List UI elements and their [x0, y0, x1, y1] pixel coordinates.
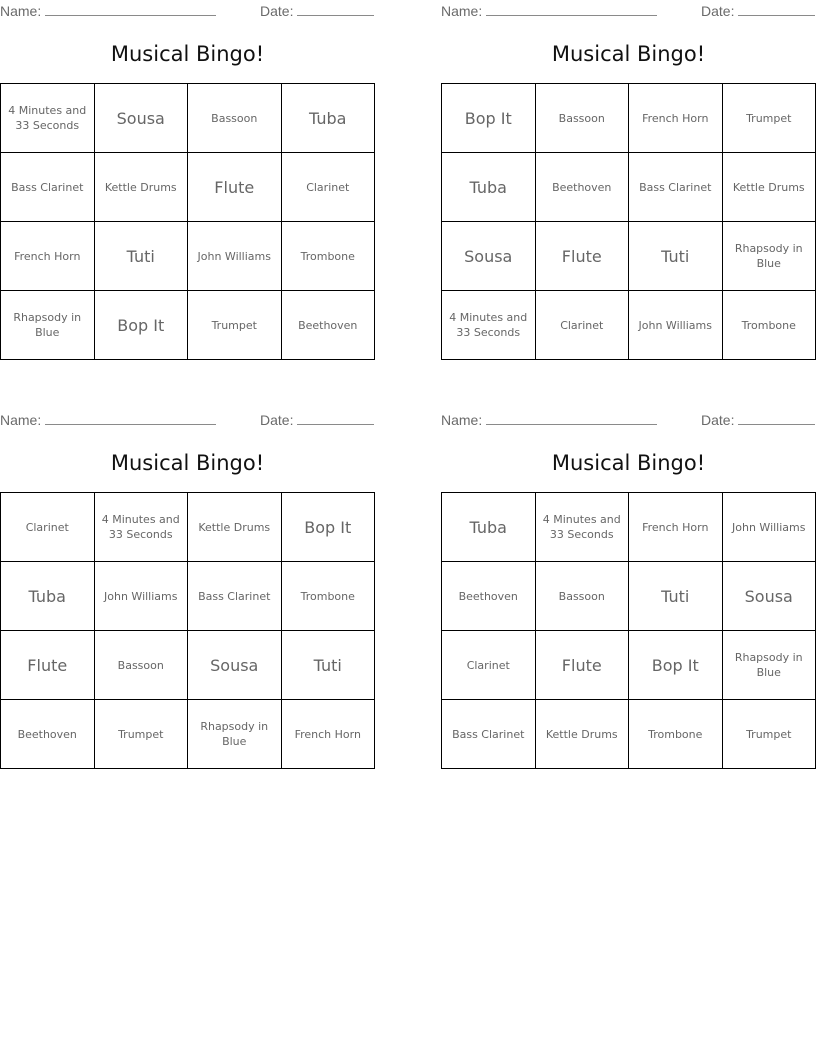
bingo-cell[interactable]: Bop It — [94, 291, 188, 360]
bingo-cell[interactable]: Clarinet — [535, 291, 629, 360]
bingo-row — [442, 493, 816, 562]
bingo-cell[interactable]: Rhapsody in Blue — [188, 700, 282, 769]
bingo-cell[interactable]: Clarinet — [1, 493, 95, 562]
bingo-grid — [441, 83, 816, 360]
date-field[interactable] — [260, 1, 374, 21]
bingo-cell[interactable]: Trombone — [281, 562, 375, 631]
bingo-cell[interactable]: Sousa — [722, 562, 816, 631]
card-header-fields — [441, 1, 816, 21]
bingo-cell[interactable]: Clarinet — [442, 631, 536, 700]
bingo-cell[interactable]: Tuba — [442, 153, 536, 222]
date-field[interactable] — [701, 410, 815, 430]
bingo-cell[interactable]: Trumpet — [188, 291, 282, 360]
bingo-cell[interactable]: John Williams — [722, 493, 816, 562]
bingo-cell[interactable]: 4 Minutes and 33 Seconds — [94, 493, 188, 562]
name-blank-line[interactable] — [45, 410, 216, 425]
date-field[interactable] — [260, 410, 374, 430]
bingo-cell[interactable]: Tuba — [281, 84, 375, 153]
bingo-row — [1, 291, 375, 360]
bingo-cell[interactable]: Kettle Drums — [188, 493, 282, 562]
bingo-cell[interactable]: Tuti — [281, 631, 375, 700]
name-blank-line[interactable] — [486, 1, 657, 16]
bingo-cell[interactable]: Beethoven — [281, 291, 375, 360]
bingo-grid — [0, 83, 375, 360]
bingo-cell[interactable]: Trumpet — [722, 700, 816, 769]
card-header-fields — [441, 410, 816, 430]
bingo-cell[interactable]: Bassoon — [188, 84, 282, 153]
bingo-cell[interactable]: Bop It — [629, 631, 723, 700]
bingo-row — [442, 291, 816, 360]
name-label: Name: — [441, 3, 483, 19]
bingo-cell[interactable]: John Williams — [629, 291, 723, 360]
date-label: Date: — [260, 3, 294, 19]
bingo-row — [442, 222, 816, 291]
bingo-row — [1, 562, 375, 631]
bingo-row — [442, 700, 816, 769]
bingo-cell[interactable]: Trombone — [629, 700, 723, 769]
bingo-cell[interactable]: Flute — [1, 631, 95, 700]
date-field[interactable] — [701, 1, 815, 21]
card-title: Musical Bingo! — [110, 451, 265, 475]
bingo-cell[interactable]: Kettle Drums — [722, 153, 816, 222]
name-field[interactable] — [441, 1, 657, 21]
bingo-cell[interactable]: Tuti — [94, 222, 188, 291]
bingo-row — [442, 562, 816, 631]
bingo-cell[interactable]: Bass Clarinet — [442, 700, 536, 769]
bingo-cell[interactable]: French Horn — [281, 700, 375, 769]
bingo-row — [1, 222, 375, 291]
name-label: Name: — [441, 412, 483, 428]
bingo-cell[interactable]: Bass Clarinet — [1, 153, 95, 222]
date-label: Date: — [701, 3, 735, 19]
card-title: Musical Bingo! — [110, 42, 265, 66]
bingo-cell[interactable]: Tuba — [1, 562, 95, 631]
bingo-cell[interactable]: Bassoon — [94, 631, 188, 700]
bingo-cell[interactable]: Rhapsody in Blue — [722, 631, 816, 700]
bingo-cell[interactable]: Trumpet — [722, 84, 816, 153]
bingo-cell[interactable]: Flute — [188, 153, 282, 222]
bingo-cell[interactable]: Bop It — [281, 493, 375, 562]
bingo-cell[interactable]: John Williams — [188, 222, 282, 291]
date-blank-line[interactable] — [297, 1, 374, 16]
bingo-cell[interactable]: 4 Minutes and 33 Seconds — [1, 84, 95, 153]
bingo-cell[interactable]: Tuti — [629, 222, 723, 291]
card-title: Musical Bingo! — [551, 42, 706, 66]
bingo-cell[interactable]: Bassoon — [535, 84, 629, 153]
name-field[interactable] — [0, 1, 216, 21]
name-field[interactable] — [0, 410, 216, 430]
date-blank-line[interactable] — [297, 410, 374, 425]
bingo-row — [1, 493, 375, 562]
bingo-cell[interactable]: French Horn — [629, 84, 723, 153]
bingo-cell[interactable]: French Horn — [629, 493, 723, 562]
card-title: Musical Bingo! — [551, 451, 706, 475]
bingo-cell[interactable]: John Williams — [94, 562, 188, 631]
bingo-row — [442, 631, 816, 700]
date-label: Date: — [260, 412, 294, 428]
bingo-cell[interactable]: French Horn — [1, 222, 95, 291]
bingo-row — [442, 84, 816, 153]
bingo-cell[interactable]: Beethoven — [535, 153, 629, 222]
bingo-row — [442, 153, 816, 222]
card-header-fields — [0, 410, 375, 430]
name-label: Name: — [0, 3, 42, 19]
date-blank-line[interactable] — [738, 410, 815, 425]
bingo-cell[interactable]: Tuba — [442, 493, 536, 562]
date-label: Date: — [701, 412, 735, 428]
bingo-cell[interactable]: Bassoon — [535, 562, 629, 631]
bingo-cell[interactable]: Bop It — [442, 84, 536, 153]
bingo-row — [1, 84, 375, 153]
name-field[interactable] — [441, 410, 657, 430]
bingo-cell[interactable]: Sousa — [442, 222, 536, 291]
bingo-cell[interactable]: Beethoven — [442, 562, 536, 631]
bingo-cell[interactable]: Bass Clarinet — [629, 153, 723, 222]
bingo-cell[interactable]: Trombone — [722, 291, 816, 360]
bingo-cell[interactable]: Kettle Drums — [535, 700, 629, 769]
bingo-cell[interactable]: Bass Clarinet — [188, 562, 282, 631]
bingo-grid — [441, 492, 816, 769]
bingo-cell[interactable]: 4 Minutes and 33 Seconds — [535, 493, 629, 562]
date-blank-line[interactable] — [738, 1, 815, 16]
bingo-cell[interactable]: Trombone — [281, 222, 375, 291]
name-blank-line[interactable] — [486, 410, 657, 425]
bingo-cell[interactable]: Rhapsody in Blue — [1, 291, 95, 360]
bingo-cell[interactable]: Tuti — [629, 562, 723, 631]
bingo-cell[interactable]: Sousa — [94, 84, 188, 153]
bingo-cell[interactable]: Sousa — [188, 631, 282, 700]
bingo-grid — [0, 492, 375, 769]
bingo-row — [1, 700, 375, 769]
bingo-row — [1, 631, 375, 700]
name-label: Name: — [0, 412, 42, 428]
bingo-cell[interactable]: Kettle Drums — [94, 153, 188, 222]
name-blank-line[interactable] — [45, 1, 216, 16]
bingo-row — [1, 153, 375, 222]
bingo-cell[interactable]: Beethoven — [1, 700, 95, 769]
card-header-fields — [0, 1, 375, 21]
bingo-cell[interactable]: Clarinet — [281, 153, 375, 222]
bingo-cell[interactable]: Flute — [535, 631, 629, 700]
bingo-cell[interactable]: Flute — [535, 222, 629, 291]
bingo-cell[interactable]: Trumpet — [94, 700, 188, 769]
bingo-cell[interactable]: Rhapsody in Blue — [722, 222, 816, 291]
bingo-cell[interactable]: 4 Minutes and 33 Seconds — [442, 291, 536, 360]
